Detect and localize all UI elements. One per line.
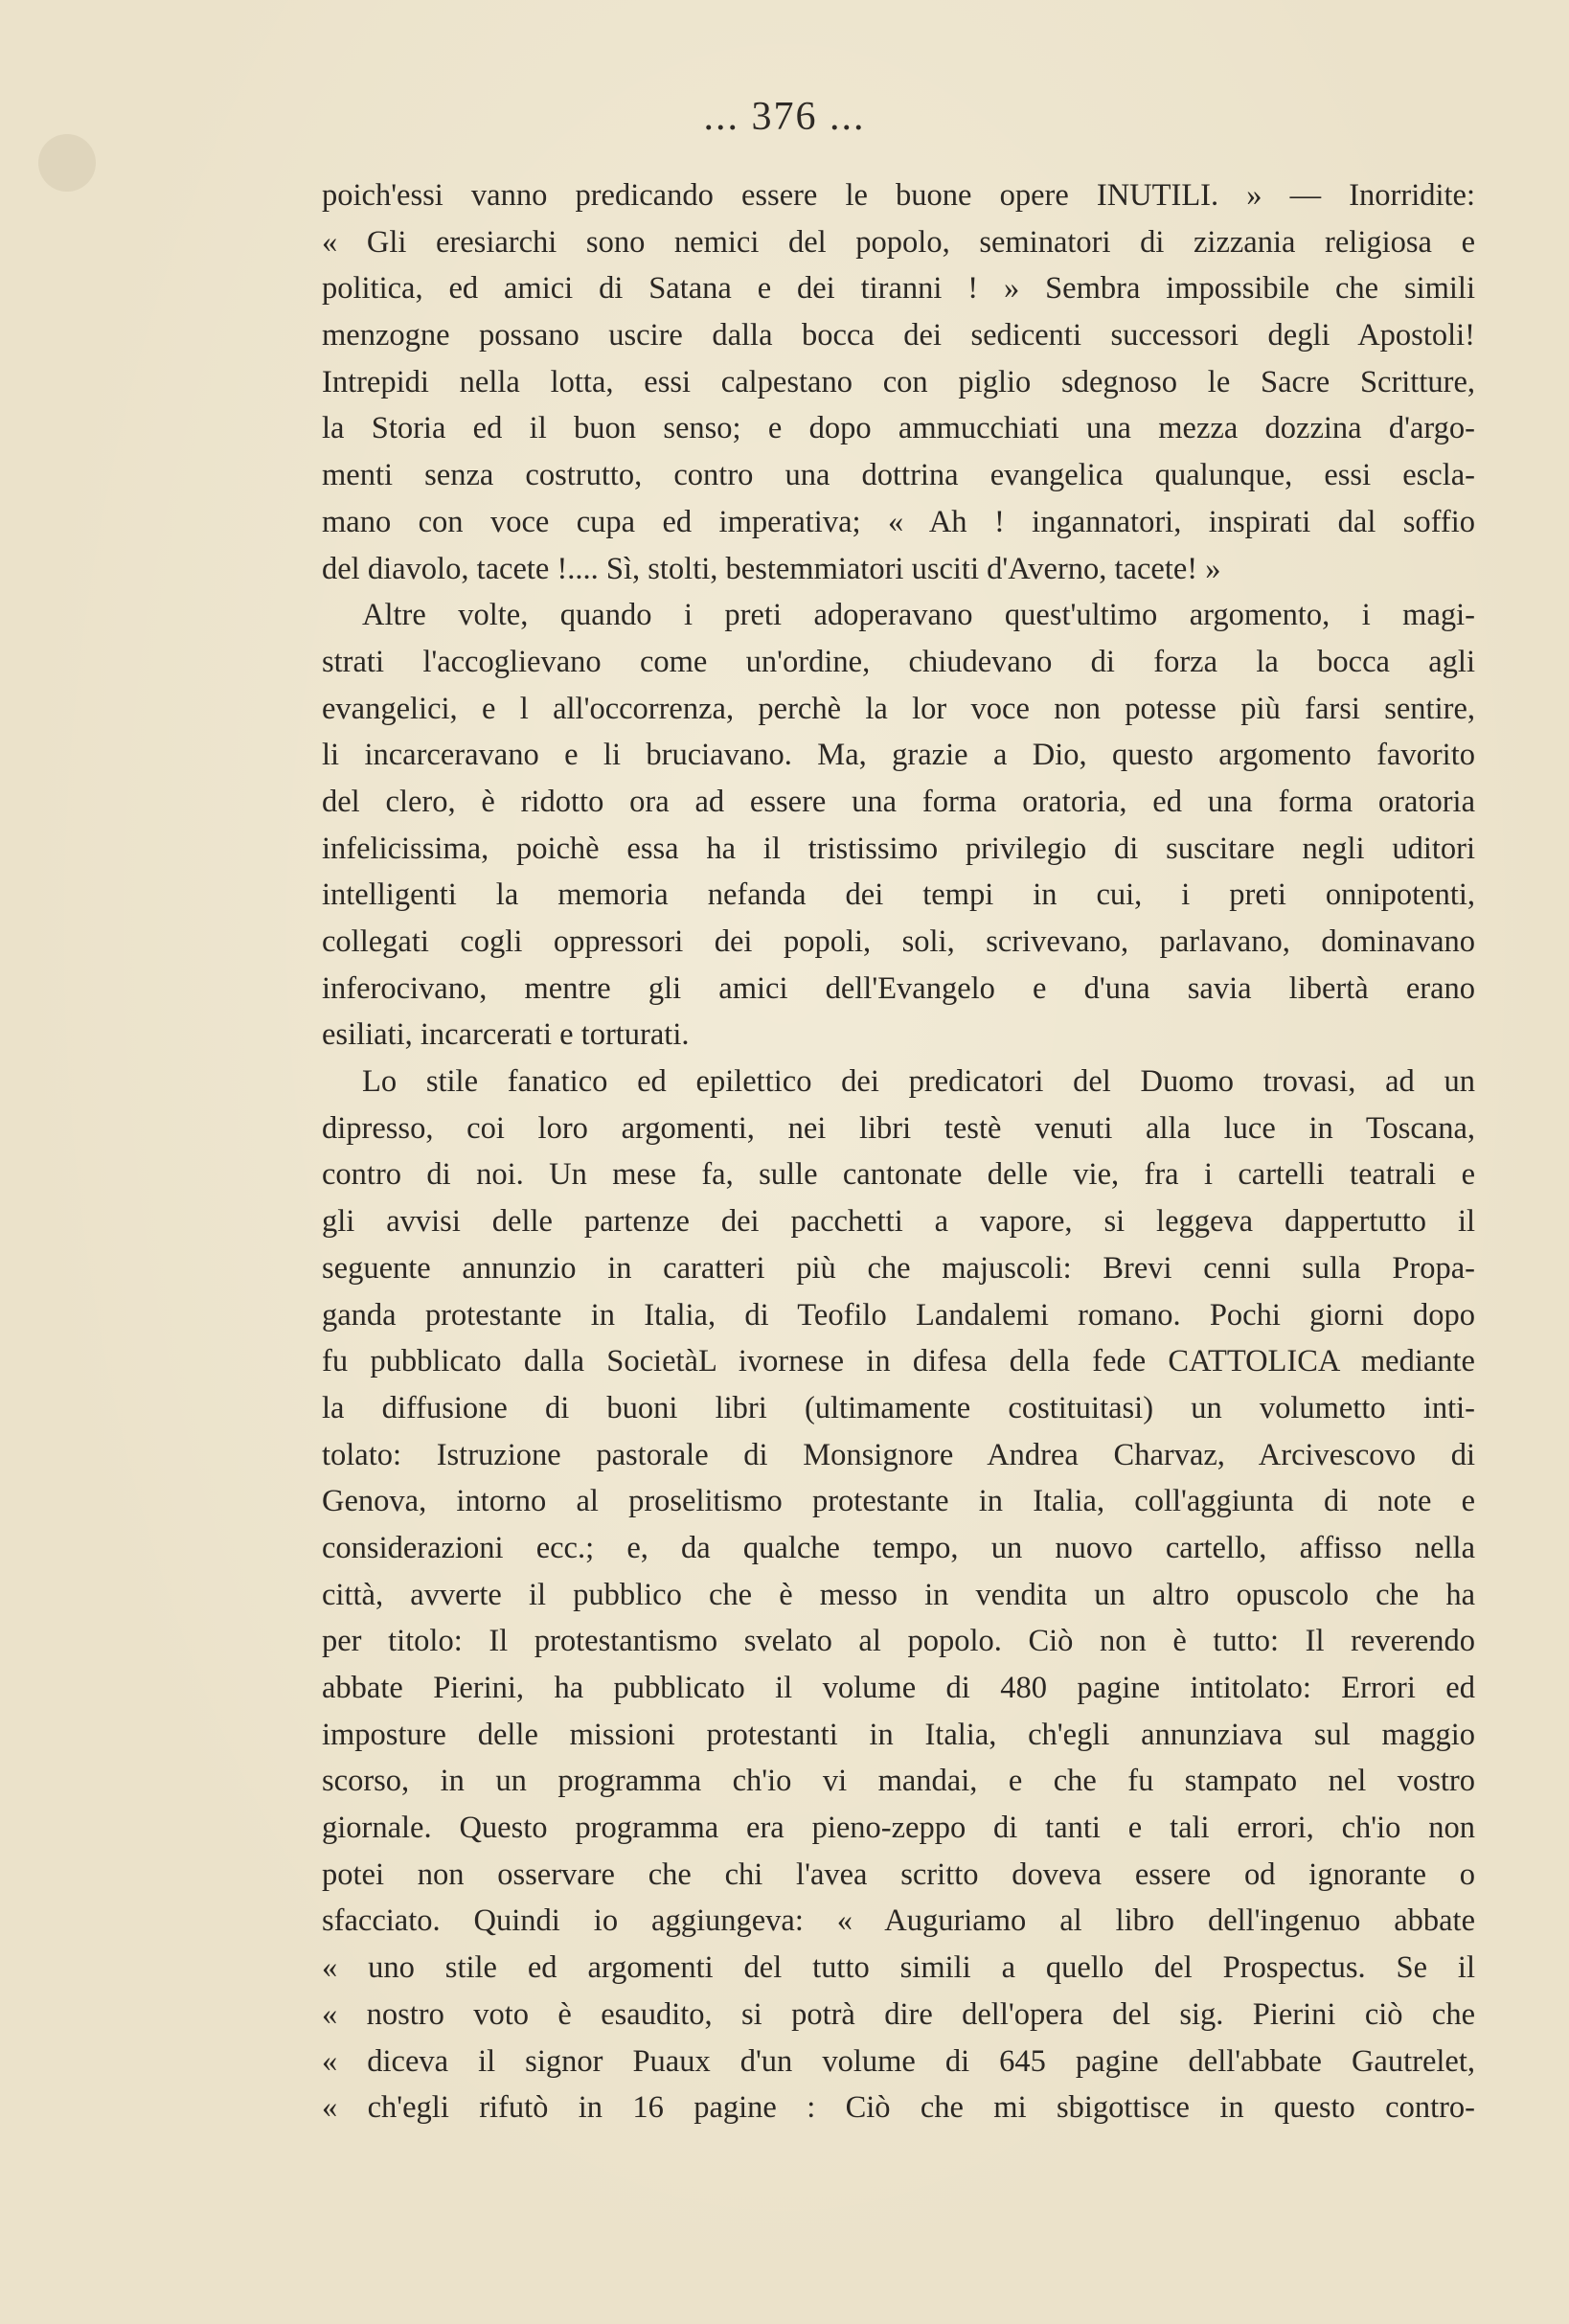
- text-line: « nostro voto è esaudito, si potrà dire dell'opera del sig. Pierini ciò che: [322, 1996, 1475, 2032]
- text-line: politica, ed amici di Satana e dei tiranni ! » Sembra impossibile che simili: [322, 271, 1475, 307]
- text-line: città, avverte il pubblico che è messo in vendita un altro opuscolo che ha: [322, 1577, 1475, 1612]
- paper-stain: [38, 134, 96, 192]
- text-line: poich'essi vanno predicando essere le buone opere INUTILI. » — Inorridite:: [322, 178, 1475, 213]
- text-line: considerazioni ecc.; e, da qualche tempo, un nuovo cartello, affisso nella: [322, 1530, 1475, 1565]
- text-line: collegati cogli oppressori dei popoli, soli, scrivevano, parlavano, dominavano: [322, 924, 1475, 959]
- text-line: del clero, è ridotto ora ad essere una forma oratoria, ed una forma oratoria: [322, 784, 1475, 819]
- text-line: « uno stile ed argomenti del tutto simili a quello del Prospectus. Se il: [322, 1950, 1475, 1986]
- text-line: menti senza costrutto, contro una dottrina evangelica qualunque, essi escla-: [322, 458, 1475, 493]
- text-line: esiliati, incarcerati e torturati.: [322, 1017, 690, 1053]
- text-line: gli avvisi delle partenze dei pacchetti a vapore, si leggeva dappertutto il: [322, 1204, 1475, 1240]
- text-line: strati l'accoglievano come un'ordine, chiudevano di forza la bocca agli: [322, 644, 1475, 679]
- body-text: [322, 172, 1475, 2131]
- text-line: ganda protestante in Italia, di Teofilo Landalemi romano. Pochi giorni dopo: [322, 1297, 1475, 1333]
- text-line: del diavolo, tacete !.... Sì, stolti, bestemmiatori usciti d'Averno, tacete! »: [322, 551, 1221, 586]
- page-number: ... 376 ...: [703, 95, 866, 139]
- text-line: Altre volte, quando i preti adoperavano quest'ultimo argomento, i magi-: [362, 598, 1475, 633]
- text-line: abbate Pierini, ha pubblicato il volume di 480 pagine intitolato: Errori ed: [322, 1671, 1475, 1705]
- text-line: sfacciato. Quindi io aggiungeva: « Auguriamo al libro dell'ingenuo abbate: [322, 1903, 1475, 1939]
- text-line: tolato: Istruzione pastorale di Monsignore Andrea Charvaz, Arcivescovo di: [322, 1437, 1475, 1472]
- text-line: imposture delle missioni protestanti in Italia, ch'egli annunziava sul maggio: [322, 1717, 1475, 1752]
- text-line: inferocivano, mentre gli amici dell'Evangelo e d'una savia libertà erano: [322, 970, 1475, 1006]
- text-line: dipresso, coi loro argomenti, nei libri testè venuti alla luce in Toscana,: [322, 1110, 1475, 1146]
- text-line: mano con voce cupa ed imperativa; « Ah ! ingannatori, inspirati dal soffio: [322, 504, 1475, 539]
- text-line: seguente annunzio in caratteri più che majuscoli: Brevi cenni sulla Propa-: [322, 1250, 1475, 1286]
- text-line: « diceva il signor Puaux d'un volume di 645 pagine dell'abbate Gautrelet,: [322, 2043, 1475, 2079]
- text-line: « ch'egli rifutò in 16 pagine : Ciò che mi sbigottisce in questo contro-: [322, 2090, 1475, 2126]
- text-line: giornale. Questo programma era pieno-zeppo di tanti e tali errori, ch'io non: [322, 1811, 1475, 1846]
- text-line: evangelici, e l all'occorrenza, perchè la lor voce non potesse più farsi sentire,: [322, 691, 1475, 726]
- text-line: infelicissima, poichè essa ha il tristissimo privilegio di suscitare negli uditori: [322, 831, 1475, 866]
- text-line: menzogne possano uscire dalla bocca dei sedicenti successori degli Apostoli!: [322, 318, 1475, 353]
- text-line: per titolo: Il protestantismo svelato al popolo. Ciò non è tutto: Il reverendo: [322, 1624, 1475, 1659]
- text-line: Lo stile fanatico ed epilettico dei predicatori del Duomo trovasi, ad un: [362, 1064, 1475, 1100]
- text-line: la diffusione di buoni libri (ultimamente costituitasi) un volumetto inti-: [322, 1390, 1475, 1425]
- text-line: fu pubblicato dalla SocietàL ivornese in difesa della fede CATTOLICA mediante: [322, 1344, 1475, 1379]
- text-line: li incarceravano e li bruciavano. Ma, grazie a Dio, questo argomento favorito: [322, 738, 1475, 773]
- text-line: « Gli eresiarchi sono nemici del popolo, seminatori di zizzania religiosa e: [322, 224, 1475, 260]
- text-line: la Storia ed il buon senso; e dopo ammucchiati una mezza dozzina d'argo-: [322, 411, 1475, 446]
- text-line: potei non osservare che chi l'avea scritto doveva essere od ignorante o: [322, 1857, 1475, 1892]
- text-line: scorso, in un programma ch'io vi mandai, e che fu stampato nel vostro: [322, 1764, 1475, 1799]
- text-line: intelligenti la memoria nefanda dei tempi in cui, i preti onnipotenti,: [322, 877, 1475, 913]
- text-line: contro di noi. Un mese fa, sulle cantonate delle vie, fra i cartelli teatrali e: [322, 1157, 1475, 1193]
- text-line: Intrepidi nella lotta, essi calpestano con piglio sdegnoso le Sacre Scritture,: [322, 364, 1475, 399]
- text-line: Genova, intorno al proselitismo protestante in Italia, coll'aggiunta di note e: [322, 1484, 1475, 1519]
